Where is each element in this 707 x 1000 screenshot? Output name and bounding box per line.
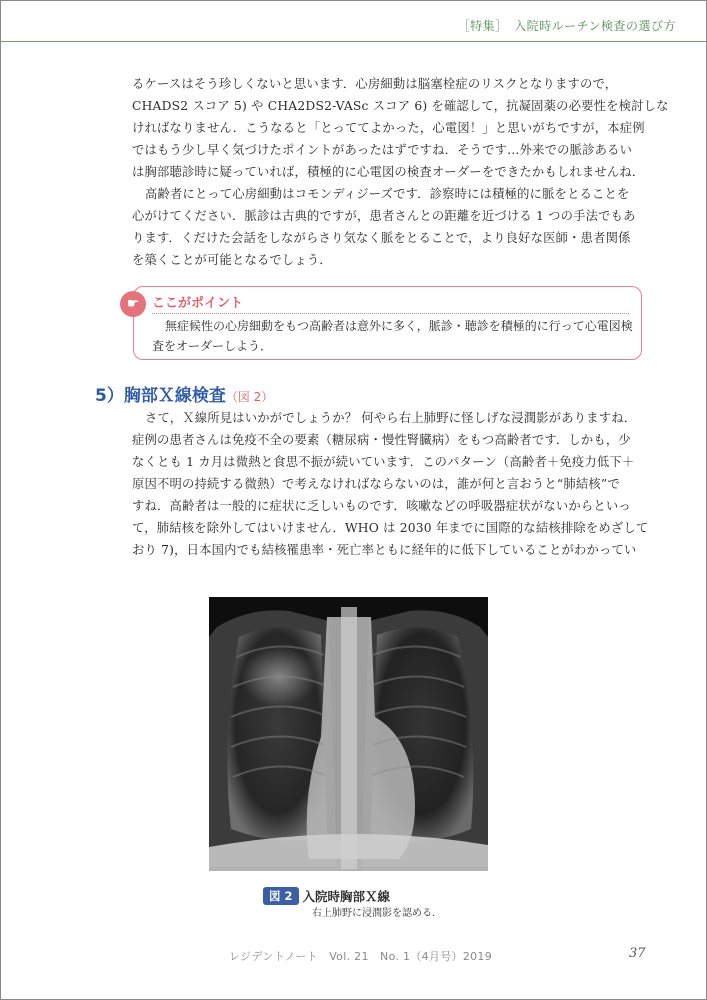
text-line: さて，Ｘ線所見はいかがでしょうか？ 何やら右上肺野に怪しげな浸潤影がありますね． xyxy=(145,411,637,425)
text-line: 原因不明の持続する微熱）で考えなければならないのは，誰が何と言おうと“肺結核”で xyxy=(132,477,620,491)
text-line: 心がけてください．脈診は古典的ですが，患者さんとの距離を近づける 1 つの手法でもあ xyxy=(132,209,636,223)
point-title: ここがポイント xyxy=(152,296,244,311)
section-heading xyxy=(95,381,273,406)
text-line: ではもう少し早く気づけたポイントがあったはずですね．そうです…外来での脈診あるい xyxy=(132,143,633,157)
figure-badge: 図 2 xyxy=(263,887,299,905)
body-text-xray xyxy=(132,407,647,561)
chest-xray-image xyxy=(209,597,488,871)
figure-caption xyxy=(263,885,390,905)
pointing-hand-icon: ☛ xyxy=(120,291,146,317)
footer-journal: レジデントノート Vol. 21 No. 1（4月号）2019 xyxy=(229,950,493,963)
figure-subtitle: 右上肺野に浸潤影を認める． xyxy=(312,908,442,919)
figure-title: 入院時胸部Ｘ線 xyxy=(302,888,391,904)
text-line: て，肺結核を除外してはいけません．WHO は 2030 年までに国際的な結核排除をめざして xyxy=(132,521,649,535)
text-line: ります．くだけた会話をしながらさり気なく脈をとることで，より良好な医師・患者関係 xyxy=(132,231,631,245)
text-line: CHADS2 スコア 5) や CHA2DS2-VASc スコア 6) を確認して，抗凝固薬の必要性を検討しな xyxy=(132,99,669,113)
text-line: すね．高齢者は一般的に症状に乏しいものです．咳嗽などの呼吸器症状がないからといっ xyxy=(132,499,631,513)
body-text-top xyxy=(132,73,669,271)
header-title: ［特集］ 入院時ルーチン検査の選び方 xyxy=(457,19,676,33)
text-line: 高齢者にとって心房細動はコモンディジーズです．診察時には積極的に脈をとることを xyxy=(145,187,630,201)
text-line: るケースはそう珍しくないと思います．心房細動は脳塞栓症のリスクとなりますので， xyxy=(132,77,618,91)
page-number: 37 xyxy=(629,946,646,961)
point-body xyxy=(152,316,632,356)
point-line: 無症候性の心房細動をもつ高齢者は意外に多く，脈診・聴診を積極的に行って心電図検 xyxy=(165,319,633,333)
text-line: なくとも 1 カ月は微熱と食思不振が続いています．このパターン（高齢者＋免疫力低下＋ xyxy=(132,455,635,469)
text-line: おり 7)，日本国内でも結核罹患率・死亡率ともに経年的に低下していることがわかってい xyxy=(132,543,637,557)
section-title: 5）胸部Ｘ線検査 xyxy=(95,386,226,406)
figure-reference: （図 2） xyxy=(225,390,274,404)
text-line: は胸部聴診時に疑っていれば，積極的に心電図の検査オーダーをできたかもしれませんね． xyxy=(132,165,645,179)
chest-xray-illustration xyxy=(209,597,488,871)
text-line: を築くことが可能となるでしょう． xyxy=(132,253,332,267)
running-header xyxy=(1,1,706,42)
point-line: 査をオーダーしよう． xyxy=(152,339,273,353)
divider xyxy=(152,313,629,314)
point-box xyxy=(126,286,642,360)
text-line: 症例の患者さんは免疫不全の要素（糖尿病・慢性腎臓病）をもつ高齢者です．しかも，少 xyxy=(132,433,631,447)
text-line: ければなりません．こうなると「とっててよかった，心電図！」と思いがちですが，本症例 xyxy=(132,121,645,135)
